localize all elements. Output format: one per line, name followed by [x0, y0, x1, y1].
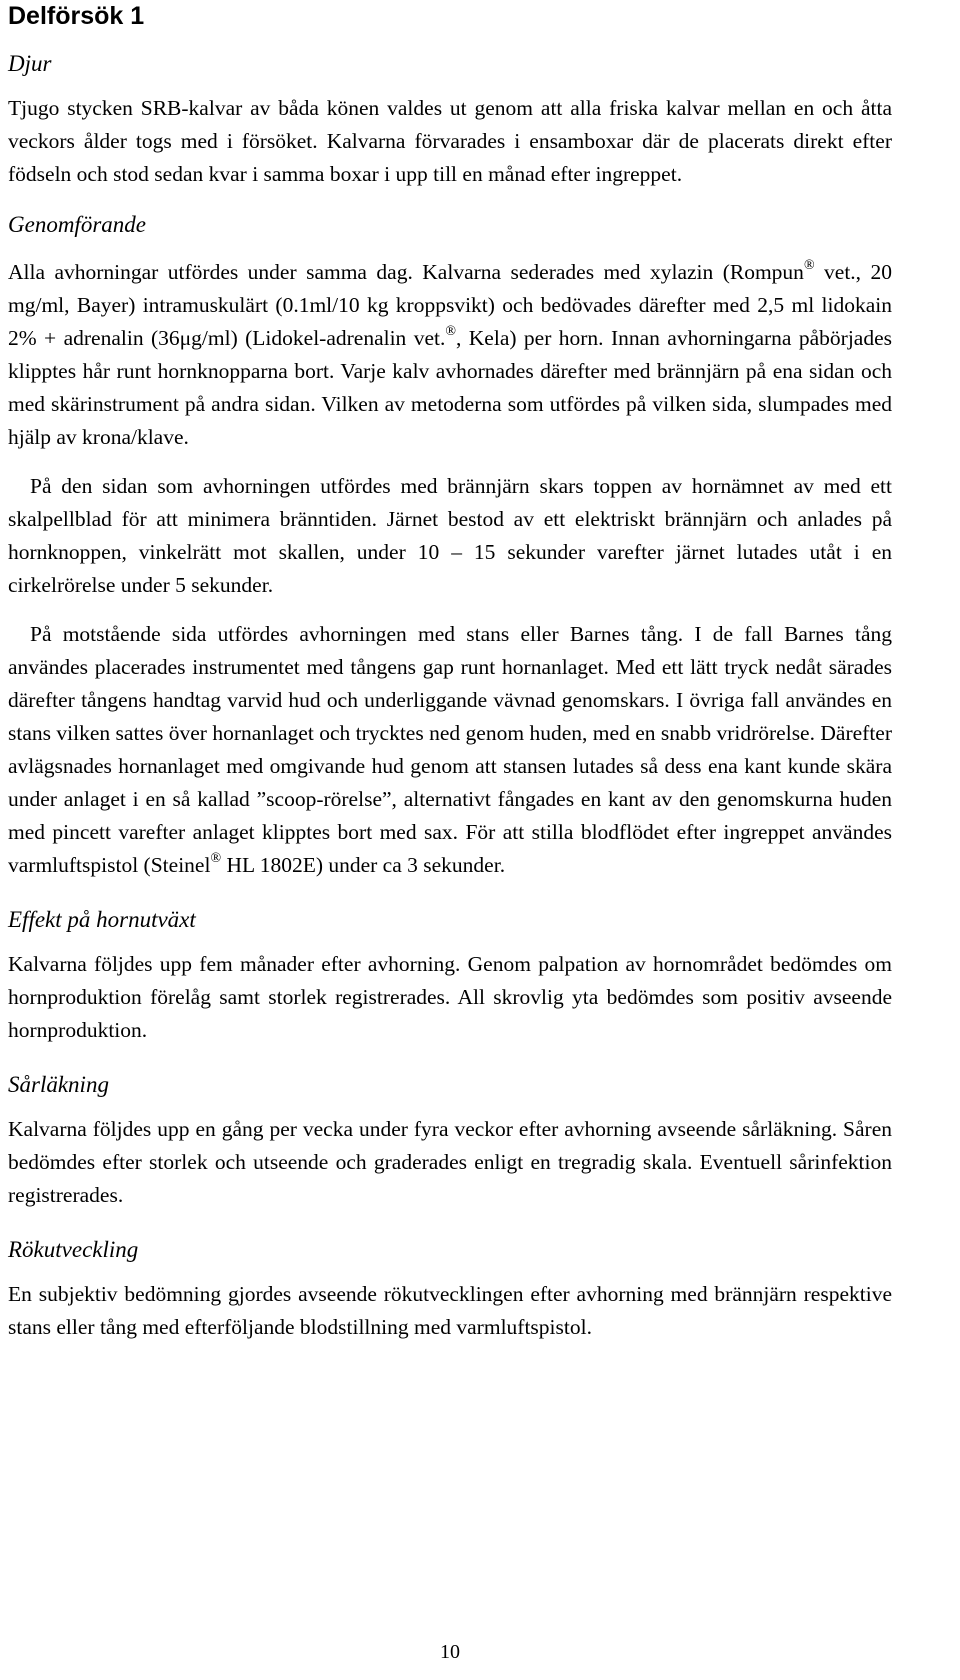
paragraph-sarlakning: Kalvarna följdes upp en gång per vecka under fyra veckor efter avhorning avseende sårläkning. Såren bedömdes efter storlek och utseende och graderades enligt en tregradig skala. Eventuell sårinfektion registrerades. [8, 1117, 892, 1207]
registered-mark: ® [803, 258, 815, 273]
paragraph-rokutveckling: En subjektiv bedömning gjordes avseende rökutvecklingen efter avhorning med brännjärn respektive stans eller tång med efterföljande blodstillning med varmluftspistol. [8, 1282, 892, 1339]
text-run: HL 1802E) under ca 3 sekunder. [221, 853, 506, 877]
text-run: vet., 20 mg/ml, Bayer) intramuskulärt (0.1ml/10 kg kroppsvikt) och bedövades därefter med 2,5 ml lidokain 2% + adrenalin (36μg/ml) (Lidokel-adrenalin vet. [8, 260, 892, 350]
paragraph-genomforande-1 [8, 256, 892, 454]
document-page [8, 0, 892, 1344]
heading-djur: Djur [8, 51, 52, 76]
heading-genomforande: Genomförande [8, 212, 146, 237]
paragraph-genomforande-3 [8, 618, 892, 882]
paragraph-effekt: Kalvarna följdes upp fem månader efter avhorning. Genom palpation av hornområdet bedömdes om hornproduktion förelåg samt storlek registrerades. All skrovlig yta bedömdes som positiv avseende hornproduktion. [8, 952, 892, 1042]
heading-rokutveckling: Rökutveckling [8, 1237, 139, 1262]
registered-mark: ® [210, 851, 222, 866]
section-title: Delförsök 1 [8, 2, 145, 30]
heading-effekt: Effekt på hornutväxt [8, 907, 196, 932]
text-run: På motstående sida utfördes avhorningen med stans eller Barnes tång. I de fall Barnes tång användes placerades instrumentet med tångens gap runt hornanlaget. Med ett lätt tryck nedåt särades därefter tångens handtag varvid hud och underliggande vävnad genomskars. I övriga fall användes en stans vilken sattes över hornanlaget och trycktes ned genom huden, med en snabb vridrörelse. Därefter avlägsnades hornanlaget med omgivande hud genom att stansen lutades så dess ena kant kunde skära under anlaget i en så kallad ”scoop-rörelse”, alternativt fångades en kant av den genomskurna huden med pincett varefter anlaget klipptes bort med sax. För att stilla blodflödet efter ingreppet användes varmluftspistol (Steinel [8, 622, 892, 877]
text-run: Alla avhorningar utfördes under samma dag. Kalvarna sederades med xylazin (Rompun [8, 260, 804, 284]
paragraph-genomforande-2: På den sidan som avhorningen utfördes med brännjärn skars toppen av hornämnet av med ett skalpellblad för att minimera bränntiden. Järnet bestod av ett elektriskt brännjärn och anlades på hornknoppen, vinkelrätt mot skallen, under 10 – 15 sekunder varefter järnet lutades utåt i en cirkelrörelse under 5 sekunder. [8, 474, 892, 597]
registered-mark: ® [445, 324, 456, 339]
heading-sarlakning: Sårläkning [8, 1072, 109, 1097]
page-number: 10 [440, 1641, 460, 1663]
text-run: , Kela) per horn. Innan avhorningarna påbörjades klipptes hår runt hornknopparna bort. Varje kalv avhornades därefter med brännjärn på ena sidan och med skärinstrument på andra sidan. Vilken av metoderna som utfördes på vilken sida, slumpades med hjälp av krona/klave. [8, 326, 893, 449]
paragraph-djur: Tjugo stycken SRB-kalvar av båda könen valdes ut genom att alla friska kalvar mellan en och åtta veckors ålder togs med i försöket. Kalvarna förvarades i ensamboxar där de placerats direkt efter födseln och stod sedan kvar i samma boxar i upp till en månad efter ingreppet. [8, 96, 892, 186]
